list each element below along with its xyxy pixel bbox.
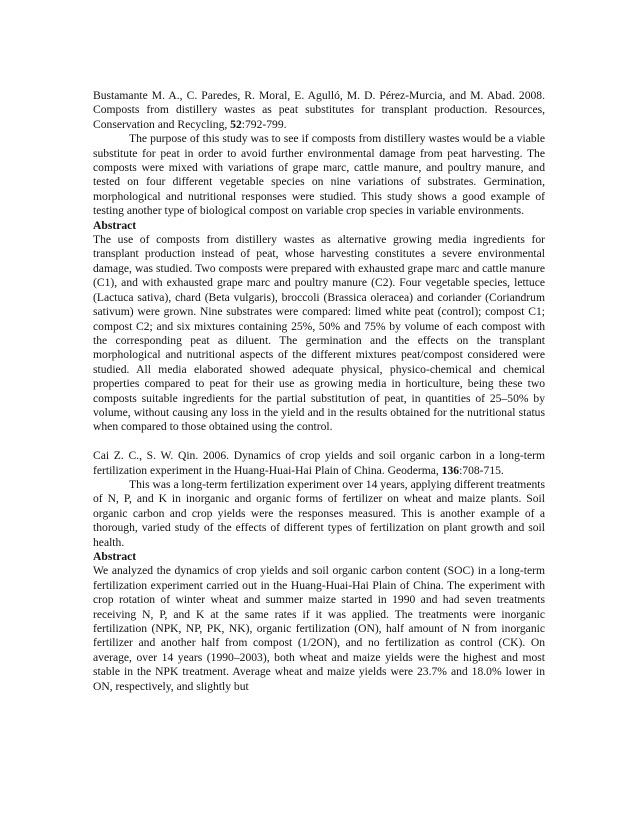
citation-pages: :792-799. xyxy=(241,117,287,131)
entry-spacer xyxy=(93,435,545,449)
summary-paragraph: The purpose of this study was to see if composts from distillery wastes would be a viable substitute for peat in order to avoid further environmental damage from peat harvesting. The composts were mixed with variations of grape marc, cattle manure, and poultry manure, and tested on four different vegetable species on nine variations of substrates. Germination, morphological and nutritional responses were studied. This study shows a good example of testing another type of biological compost on variable crop species in variable environments. xyxy=(93,132,545,218)
reference-entry xyxy=(93,89,545,435)
citation xyxy=(93,89,545,132)
abstract-heading: Abstract xyxy=(93,218,137,232)
abstract-heading: Abstract xyxy=(93,549,137,563)
abstract-paragraph: The use of composts from distillery wastes as alternative growing media ingredients for transplant production instead of peat, whose harvesting constitutes a severe environmental damage, was studied. Two composts were prepared with exhausted grape marc and cattle manure (C1), and with exhausted grape marc and poultry manure (C2). Four vegetable species, lettuce (Lactuca sativa), chard (Beta vulgaris), broccoli (Brassica oleracea) and coriander (Coriandrum sativum) were grown. Nine substrates were compared: limed white peat (control); compost C1; compost C2; and six mixtures containing 25%, 50% and 75% by volume of each compost with the corresponding peat as diluent. The germination and the effects on the transplant morphological and nutritional aspects of the different mixtures peat/compost considered were studied. All media elaborated showed adequate physical, physico-chemical and chemical properties compared to peat for their use as growing media in horticulture, being these two composts suitable ingredients for the partial substitution of peat, in quantities of 25–50% by volume, without causing any loss in the yield and in the results obtained for the nutritional status when compared to those obtained using the control. xyxy=(93,233,545,434)
reference-entry xyxy=(93,449,545,694)
citation-text: Cai Z. C., S. W. Qin. 2006. Dynamics of crop yields and soil organic carbon in a long-term fertilization experiment in the Huang-Huai-Hai Plain of China. Geoderma, xyxy=(93,449,545,477)
citation-volume: 52 xyxy=(230,117,242,131)
citation-text: Bustamante M. A., C. Paredes, R. Moral, E. Agulló, M. D. Pérez-Murcia, and M. Abad. 2008. Composts from distillery wastes as peat substitutes for transplant production. Resources, Conservation and Recycling, xyxy=(93,89,545,131)
document-page xyxy=(93,89,545,694)
abstract-paragraph: We analyzed the dynamics of crop yields and soil organic carbon content (SOC) in a long-term fertilization experiment carried out in the Huang-Huai-Hai Plain of China. The experiment with crop rotation of winter wheat and summer maize started in 1990 and had seven treatments receiving N, P, and K at the same rates if it was applied. The treatments were inorganic fertilization (NPK, NP, PK, NK), organic fertilization (ON), half amount of N from inorganic fertilizer and another half from compost (1/2ON), and no fertilization as control (CK). On average, over 14 years (1990–2003), both wheat and maize yields were the highest and most stable in the NPK treatment. Average wheat and maize yields were 23.7% and 18.0% lower in ON, respectively, and slightly but xyxy=(93,564,545,693)
citation-pages: :708-715. xyxy=(459,463,504,477)
citation xyxy=(93,449,545,478)
summary-paragraph: This was a long-term fertilization experiment over 14 years, applying different treatments of N, P, and K in inorganic and organic forms of fertilizer on wheat and maize plants. Soil organic carbon and crop yields were the responses measured. This is another example of a thorough, varied study of the effects of different types of fertilization on plant growth and soil health. xyxy=(93,477,545,549)
citation-volume: 136 xyxy=(441,463,460,477)
